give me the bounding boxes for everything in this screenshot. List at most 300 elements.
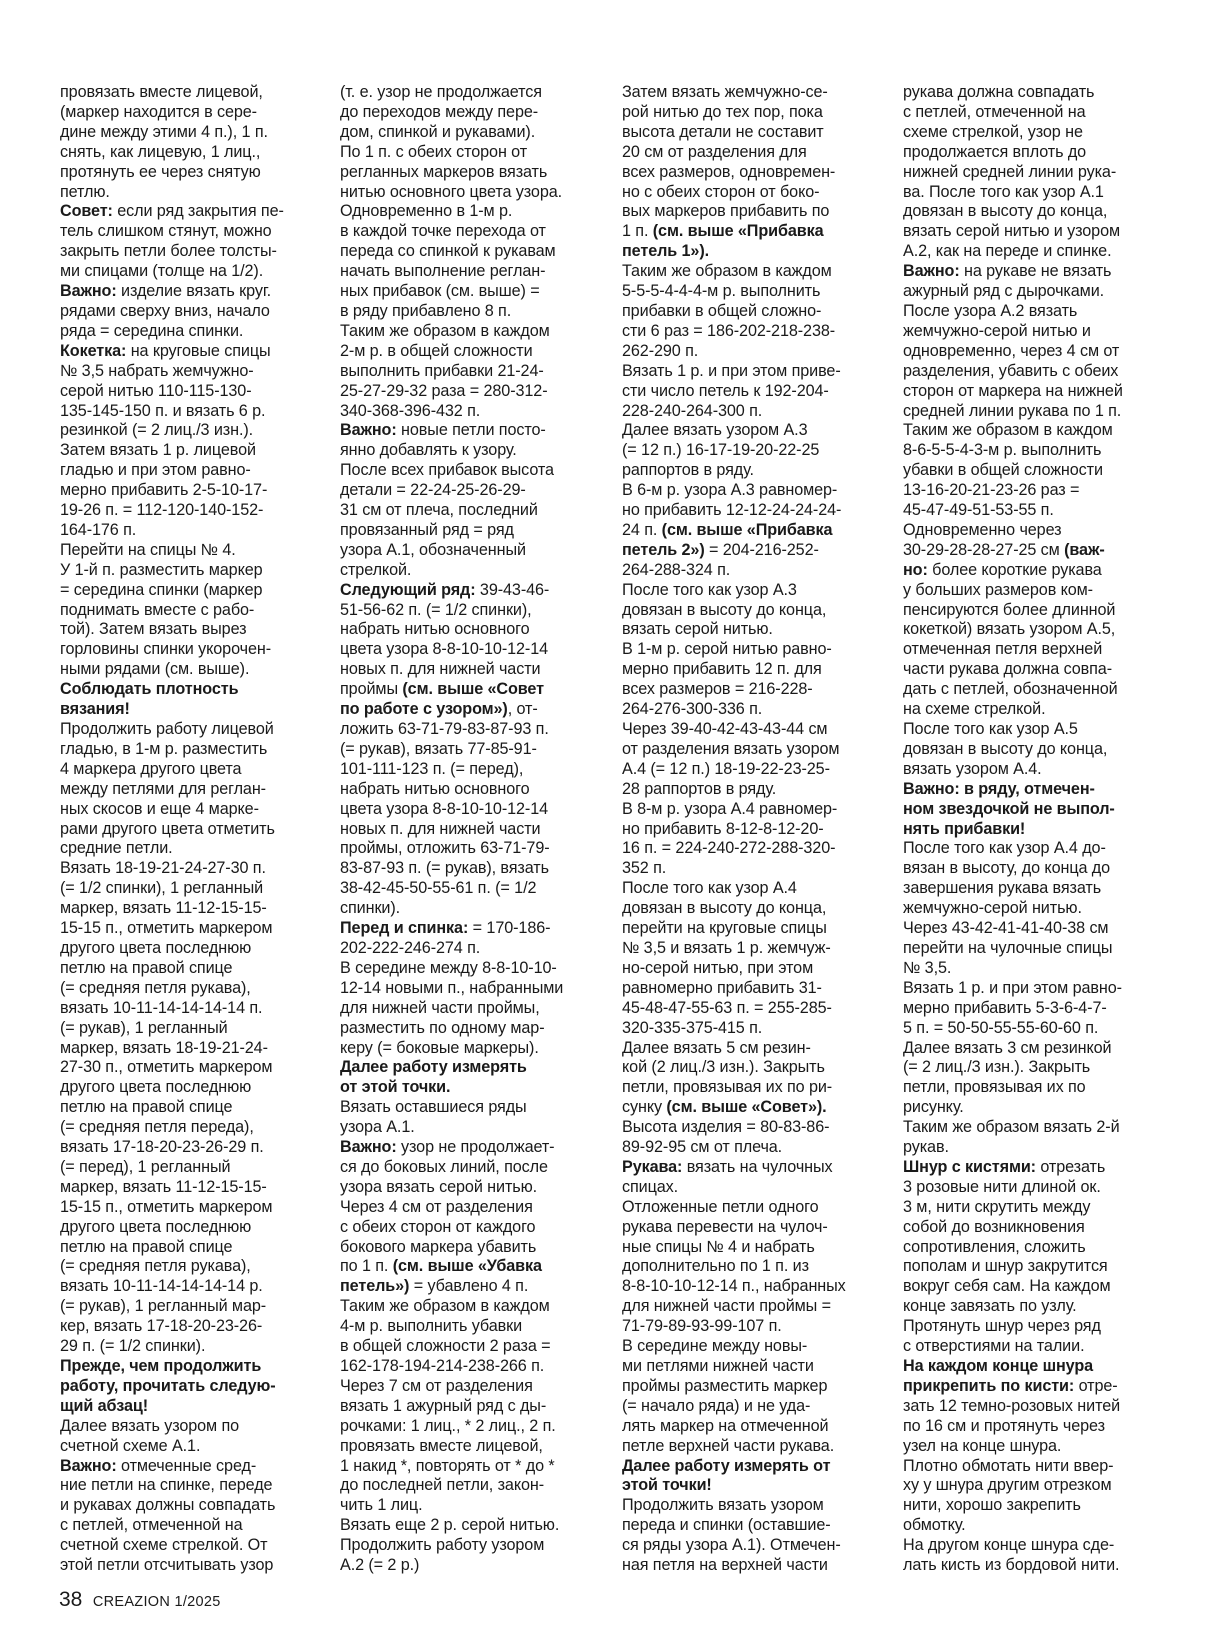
text-line [340,521,602,541]
line-text: После того как узор А.4 [622,879,797,898]
line-text: регланных маркеров вязать [340,162,548,181]
text-line [340,700,602,720]
line-text: ными рядами (см. выше). [60,660,250,679]
line-text: цвета узора 8-8-10-10-12-14 [340,799,549,818]
line-text: узора А.1. [340,1118,415,1137]
line-text: мерно прибавить 2-5-10-17- [60,481,268,500]
text-line [622,839,884,859]
bold-lead: нять прибавки! [903,819,1026,838]
line-text: нити, хорошо закрепить [903,1496,1081,1515]
line-text: на круговые спицы [126,341,271,360]
line-text: проймы разместить маркер [622,1376,828,1395]
text-line [622,481,884,501]
text-line [340,820,602,840]
text-line [903,382,1165,402]
text-line [622,242,884,262]
bold-lead: Кокетка: [60,341,127,360]
text-line [340,1437,602,1457]
line-text: 320-335-375-415 п. [622,1018,763,1037]
text-line [903,481,1165,501]
text-line [60,1118,322,1138]
line-text: цвета узора 8-8-10-10-12-14 [340,640,549,659]
line-text: протянуть ее через снятую [60,162,261,181]
text-line [622,402,884,422]
line-text: 2-м р. в общей сложности [340,341,533,360]
line-text: 29 п. (= 1/2 спинки). [60,1337,206,1356]
text-line [60,421,322,441]
line-text: (= перед), 1 регланный [60,1157,231,1176]
text-line [60,660,322,680]
text-line [340,1078,602,1098]
text-line [340,1536,602,1556]
text-line [622,1317,884,1337]
text-line [340,83,602,103]
text-line [340,1417,602,1437]
text-line [903,720,1165,740]
text-line [903,1098,1165,1118]
line-text: горловины спинки укорочен- [60,640,271,659]
bold-lead: Соблюдать плотность [60,680,239,699]
text-line [60,143,322,163]
line-text: (= средняя петля рукава), [60,1257,251,1276]
text-line [60,202,322,222]
line-text: провязанный ряд = ряд [340,520,514,539]
text-line [340,899,602,919]
line-text: ся до боковых линий, после [340,1157,548,1176]
line-text: 45-47-49-51-53-55 п. [903,501,1054,520]
text-line [903,959,1165,979]
text-line [622,1536,884,1556]
line-text: Продолжить вязать узором [622,1496,824,1515]
text-line [622,1178,884,1198]
text-line [340,680,602,700]
text-line [622,1058,884,1078]
text-line [340,959,602,979]
text-line [60,501,322,521]
text-line [903,441,1165,461]
line-text: проймы [340,680,403,699]
line-text: средние петли. [60,839,173,858]
line-text: снять, как лицевую, 1 лиц., [60,142,261,161]
text-line [340,999,602,1019]
line-text: 5-5-5-4-4-4-м р. выполнить [622,282,821,301]
text-line [903,83,1165,103]
bold-tail: (см. выше «Убавка [392,1257,542,1276]
line-text: отрезать [1035,1157,1106,1176]
line-text: Далее вязать узором А.3 [622,421,808,440]
text-line [60,839,322,859]
text-line [60,640,322,660]
line-text: 15-15 п., отметить маркером [60,919,273,938]
text-line [622,1377,884,1397]
text-line [60,1417,322,1437]
line-text: Вязать оставшиеся ряды [340,1098,527,1117]
text-line [622,601,884,621]
text-line [903,1337,1165,1357]
line-text: 19-26 п. = 112-120-140-152- [60,501,264,520]
text-line [622,322,884,342]
text-line [60,581,322,601]
text-line [340,103,602,123]
text-line [60,1198,322,1218]
line-text: 101-111-123 п. (= перед), [340,759,524,778]
text-line [340,1178,602,1198]
text-line [340,620,602,640]
line-text: А.2 (= 2 р.) [340,1556,420,1575]
text-line [60,919,322,939]
text-line [622,1417,884,1437]
magazine-issue: CREAZION 1/2025 [92,1594,221,1610]
line-text: рукава перевести на чулоч- [622,1217,828,1236]
line-text: на схеме стрелкой. [903,700,1046,719]
text-line [622,561,884,581]
line-text: вокруг себя сам. На каждом [903,1277,1111,1296]
line-text: В 1-м р. серой нитью равно- [622,640,832,659]
bold-lead: Далее работу измерять от [622,1456,831,1475]
line-text: ных скосов и еще 4 марке- [60,799,259,818]
text-line [903,1138,1165,1158]
bold-lead: Совет: [60,202,113,221]
text-line [903,202,1165,222]
line-text: (= 2 лиц./3 изн.). Закрыть [903,1058,1091,1077]
line-text: но прибавить 8-12-8-12-20- [622,819,824,838]
line-text: = середина спинки (маркер [60,580,263,599]
text-line [340,839,602,859]
text-line [60,242,322,262]
line-text: лать кисть из бордовой нити. [903,1556,1120,1575]
line-text: этой петли отсчитывать узор [60,1556,274,1575]
text-line [60,620,322,640]
text-line [340,222,602,242]
text-line [903,541,1165,561]
text-line [903,1078,1165,1098]
text-line [622,183,884,203]
line-text: После всех прибавок высота [340,461,554,480]
line-text: Таким же образом вязать 2-й [903,1118,1120,1137]
text-line [60,1437,322,1457]
text-line [60,362,322,382]
line-text: (т. е. узор не продолжается [340,83,542,101]
text-line [60,680,322,700]
text-line [340,939,602,959]
line-text: пенсируются более длинной [903,600,1116,619]
line-text: в общей сложности 2 раза = [340,1337,551,1356]
text-line [622,1297,884,1317]
text-line [622,1198,884,1218]
text-line [60,183,322,203]
text-line [340,660,602,680]
line-text: (= средняя петля переда), [60,1118,254,1137]
text-line [903,1496,1165,1516]
text-line [340,342,602,362]
line-text: перейти на круговые спицы [622,919,827,938]
line-text: дом, спинкой и рукавами). [340,122,536,141]
bold-lead: Прежде, чем продолжить [60,1357,262,1375]
text-line [622,1516,884,1536]
line-text: У 1-й п. разместить маркер [60,560,263,579]
text-column-4 [903,83,1165,1576]
line-text: раппортов в ряду. [622,461,754,480]
text-line [903,322,1165,342]
text-line [340,1357,602,1377]
text-line [903,262,1165,282]
line-text: 27-30 п., отметить маркером [60,1058,273,1077]
text-line [903,879,1165,899]
line-text: сти число петель к 192-204- [622,381,829,400]
line-text: рисунку. [903,1098,964,1117]
text-line [60,1357,322,1377]
text-line [622,740,884,760]
text-line [340,1257,602,1277]
line-text: (маркер находится в сере- [60,102,257,121]
text-line [340,123,602,143]
text-line [60,302,322,322]
line-text: 135-145-150 п. и вязать 6 р. [60,401,266,420]
line-text: Таким же образом в каждом [340,1297,550,1316]
line-text: разделения, убавить с обеих [903,361,1119,380]
line-text: После того как узор А.3 [622,580,797,599]
text-line [903,680,1165,700]
text-line [903,620,1165,640]
line-text: = 170-186- [468,919,551,938]
text-line [340,1297,602,1317]
line-text: для нижней части проймы = [622,1297,831,1316]
line-text: В середине между 8-8-10-10- [340,958,557,977]
line-text: другого цвета последнюю [60,1078,252,1097]
text-line [340,481,602,501]
line-text: разместить по одному мар- [340,1018,545,1037]
text-line [622,1496,884,1516]
text-line [60,521,322,541]
text-line [340,1118,602,1138]
text-line [340,421,602,441]
bold-lead: Важно: в ряду, отмечен- [903,779,1095,798]
line-text: 83-87-93 п. (= рукав), вязать [340,859,549,878]
line-text: отмеченная петля верхней [903,640,1103,659]
line-text: 30-29-28-28-27-25 см [903,540,1065,559]
bold-lead: ном звездочкой не выпол- [903,799,1115,818]
text-line [340,183,602,203]
text-line [622,680,884,700]
text-line [903,1437,1165,1457]
bold-lead: вязания! [60,700,130,719]
text-line [60,800,322,820]
bold-lead: по работе с узором») [340,700,508,719]
line-text: № 3,5. [903,958,952,977]
text-line [903,421,1165,441]
text-line [340,859,602,879]
text-line [622,899,884,919]
text-line [622,660,884,680]
line-text: дине между этими 4 п.), 1 п. [60,122,268,141]
text-line [60,1158,322,1178]
line-text: сторон от маркера на нижней [903,381,1123,400]
line-text: Далее вязать узором по [60,1416,240,1435]
line-text: Протянуть шнур через ряд [903,1317,1101,1336]
line-text: = убавлено 4 п. [409,1277,529,1296]
line-text: довязан в высоту до конца, [903,202,1108,221]
text-line [622,163,884,183]
text-line [622,959,884,979]
line-text: 352 п. [622,859,667,878]
line-text: всех размеров = 216-228- [622,680,813,699]
text-line [622,1118,884,1138]
line-text: счетной схеме стрелкой. От [60,1536,268,1555]
line-text: петле верхней части рукава. [622,1436,835,1455]
line-text: другого цвета последнюю [60,938,252,957]
line-text: собой до возникновения [903,1217,1085,1236]
text-line [340,402,602,422]
line-text: Затем вязать 1 р. лицевой [60,441,256,460]
text-line [340,919,602,939]
line-text: ми петлями нижней части [622,1357,814,1375]
text-line [622,501,884,521]
text-line [60,262,322,282]
text-line [903,1377,1165,1397]
line-text: но-серой нитью, при этом [622,958,814,977]
text-line [903,1556,1165,1576]
line-text: рядами сверху вниз, начало [60,301,270,320]
text-line [60,1277,322,1297]
bold-lead: щий абзац! [60,1396,149,1415]
text-line [60,1218,322,1238]
line-text: рукав. [903,1138,949,1157]
text-line [903,1277,1165,1297]
bold-lead: Рукава: [622,1157,683,1176]
bold-tail: (важ- [1064,540,1105,559]
line-text: 1 накид *, повторять от * до * [340,1456,555,1475]
text-column-3 [622,83,884,1576]
text-line [340,202,602,222]
line-text: прибавки в общей сложно- [622,301,822,320]
line-text: 28 раппортов в ряду. [622,779,777,798]
line-text: ми спицами (толще на 1/2). [60,262,264,281]
line-text: На другом конце шнура сде- [903,1536,1115,1555]
text-line [622,999,884,1019]
line-text: но с обеих сторон от боко- [622,182,820,201]
line-text: 264-276-300-336 п. [622,700,763,719]
line-text: той). Затем вязать вырез [60,620,247,639]
text-line [60,342,322,362]
text-line [903,1457,1165,1477]
text-column-2 [340,83,602,1576]
text-line [903,1118,1165,1138]
bold-lead: петель») [340,1277,410,1296]
text-line [60,740,322,760]
line-text: вязан в высоту, до конца до [903,859,1111,878]
line-text: обмотку. [903,1516,966,1535]
text-line [340,461,602,481]
text-line [60,1496,322,1516]
line-text: 20 см от разделения для [622,142,807,161]
text-line [60,780,322,800]
text-line [622,620,884,640]
line-text: узел на конце шнура. [903,1436,1062,1455]
text-line [622,1019,884,1039]
text-line [622,919,884,939]
text-line [340,541,602,561]
line-text: сунку [622,1098,667,1117]
text-line [622,342,884,362]
text-line [60,1019,322,1039]
line-text: Далее вязать 5 см резин- [622,1038,811,1057]
text-line [903,302,1165,322]
text-line [622,1476,884,1496]
line-text: петлю на правой спице [60,1237,233,1256]
line-text: проймы, отложить 63-71-79- [340,839,550,858]
line-text: А.4 (= 12 п.) 18-19-22-23-25- [622,759,830,778]
text-line [903,461,1165,481]
text-line [340,1496,602,1516]
text-line [60,481,322,501]
text-line [622,1397,884,1417]
line-text: Таким же образом в каждом [903,421,1113,440]
line-text: А.2, как на переде и спинке. [903,242,1112,261]
text-line [622,1437,884,1457]
text-line [340,441,602,461]
line-text: 202-222-246-274 п. [340,938,481,957]
text-line [622,780,884,800]
line-text: Продолжить работу узором [340,1536,545,1555]
text-line [340,1516,602,1536]
text-line [622,760,884,780]
text-line [340,760,602,780]
bold-lead: прикрепить по кисти: [903,1376,1075,1395]
text-line [340,382,602,402]
line-text: 89-92-95 см от плеча. [622,1138,783,1157]
line-text: переда со спинкой к рукавам [340,242,556,261]
line-text: В середине между новы- [622,1337,808,1356]
line-text: маркер, вязать 18-19-21-24- [60,1038,268,1057]
line-text: средней линии рукава по 1 п. [903,401,1122,420]
text-line [622,1238,884,1258]
line-text: (= рукав), 1 регланный [60,1018,228,1037]
line-text: вых маркеров прибавить по [622,202,830,221]
text-line [903,1158,1165,1178]
text-line [60,1457,322,1477]
text-line [60,899,322,919]
line-text: 8-8-10-10-12-14 п., набранных [622,1277,846,1296]
text-line [60,999,322,1019]
line-text: вязать 17-18-20-23-26-29 п. [60,1138,264,1157]
line-text: новых п. для нижней части [340,819,541,838]
line-text: ние петли на спинке, переде [60,1476,273,1495]
text-line [622,879,884,899]
text-line [60,1257,322,1277]
line-text: 16 п. = 224-240-272-288-320- [622,839,836,858]
text-line [622,1218,884,1238]
bold-lead: На каждом конце шнура [903,1357,1094,1375]
line-text: сти 6 раз = 186-202-218-238- [622,321,836,340]
line-text: маркер, вязать 11-12-15-15- [60,899,267,918]
line-text: В 6-м р. узора А.3 равномер- [622,481,838,500]
line-text: Плотно обмотать нити ввер- [903,1456,1114,1475]
line-text: 3 м, нити скрутить между [903,1197,1091,1216]
text-line [903,1317,1165,1337]
text-line [340,1317,602,1337]
text-line [340,561,602,581]
line-text: 24 п. [622,520,662,539]
line-text: с обеих сторон от каждого [340,1217,536,1236]
line-text: петлю на правой спице [60,1098,233,1117]
text-line [622,939,884,959]
bold-lead: Важно: [60,1456,117,1475]
line-text: 3 розовые нити длиной ок. [903,1177,1101,1196]
text-line [60,561,322,581]
text-line [340,879,602,899]
text-line [622,1039,884,1059]
text-line [622,421,884,441]
